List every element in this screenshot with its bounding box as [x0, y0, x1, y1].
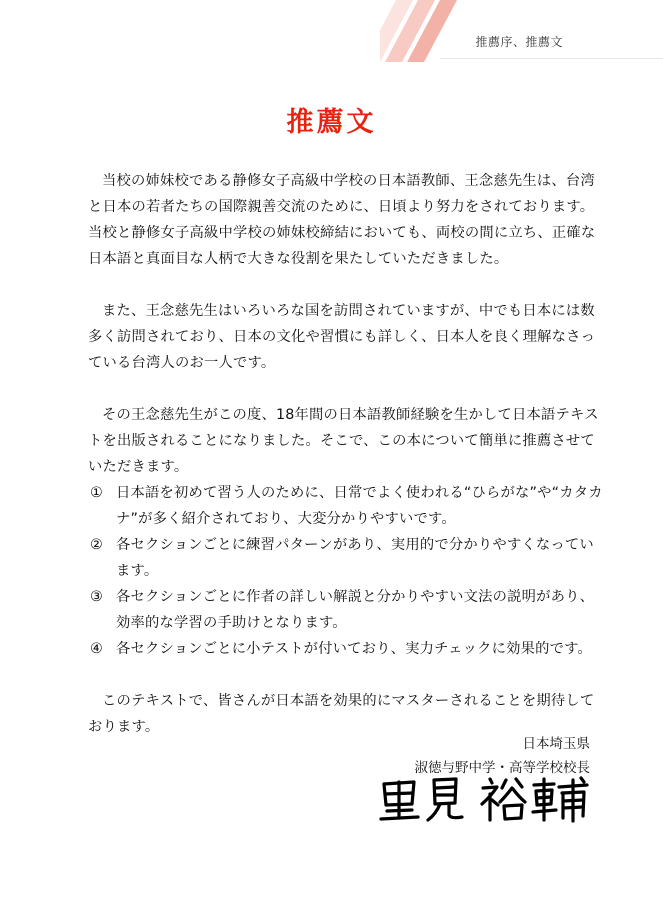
list-item-text: 日本語を初めて習う人のために、日常でよく使われる“ひらがな”や“カタカナ”が多く紹介されており、大変分かりやすいです。 [116, 485, 603, 527]
recommendation-list [88, 480, 608, 662]
closing-paragraph: このテキストで、皆さんが日本語を効果的にマスターされることを期待しております。 [88, 693, 595, 735]
list-marker: ③ [90, 589, 104, 605]
list-item [88, 532, 608, 584]
list-marker: ④ [90, 641, 104, 657]
list-item [88, 480, 608, 532]
document-title: 推薦文 [286, 107, 377, 138]
sender-position: 淑徳与野中学・高等学校校長 [414, 760, 590, 776]
list-item [88, 584, 608, 636]
handwritten-signature [378, 774, 593, 824]
body-paragraph: 当校の姉妹校である静修女子高級中学校の日本語教師、王念慈先生は、台湾と日本の若者たちの国際親善交流のために、日頃より努力をされております。当校と静修女子高級中学校の姉妹校締結においても、両校の間に立ち、正確な日本語と真面目な人柄で大きな役割を果たしていただきました。 [88, 173, 596, 267]
list-item [88, 636, 608, 662]
body-paragraph: また、王念慈先生はいろいろな国を訪問されていますが、中でも日本には数多く訪問されており、日本の文化や習慣にも詳しく、日本人を良く理解なさっている台湾人のお一人です。 [88, 303, 596, 371]
document-body [88, 168, 608, 766]
list-item-text: 各セクションごとに作者の詳しい解説と分かりやすい文法の説明があり、効率的な学習の手助けとなります。 [116, 589, 595, 631]
list-item-text: 各セクションごとに小テストが付いており、実力チェックに効果的です。 [116, 641, 592, 657]
list-marker: ② [90, 537, 104, 553]
running-head: 推薦序、推薦文 [475, 35, 563, 49]
signature-block [415, 732, 591, 780]
header-rule [440, 58, 663, 59]
body-paragraph: その王念慈先生がこの度、18年間の日本語教師経験を生かして日本語テキストを出版されることになりました。そこで、この本について簡単に推薦させていただきます。 [88, 407, 599, 475]
header-stripes-decoration [380, 0, 480, 62]
list-marker: ① [90, 485, 104, 501]
sender-location: 日本埼玉県 [522, 736, 590, 752]
list-item-text: 各セクションごとに練習パターンがあり、実用的で分かりやすくなっています。 [116, 537, 594, 579]
